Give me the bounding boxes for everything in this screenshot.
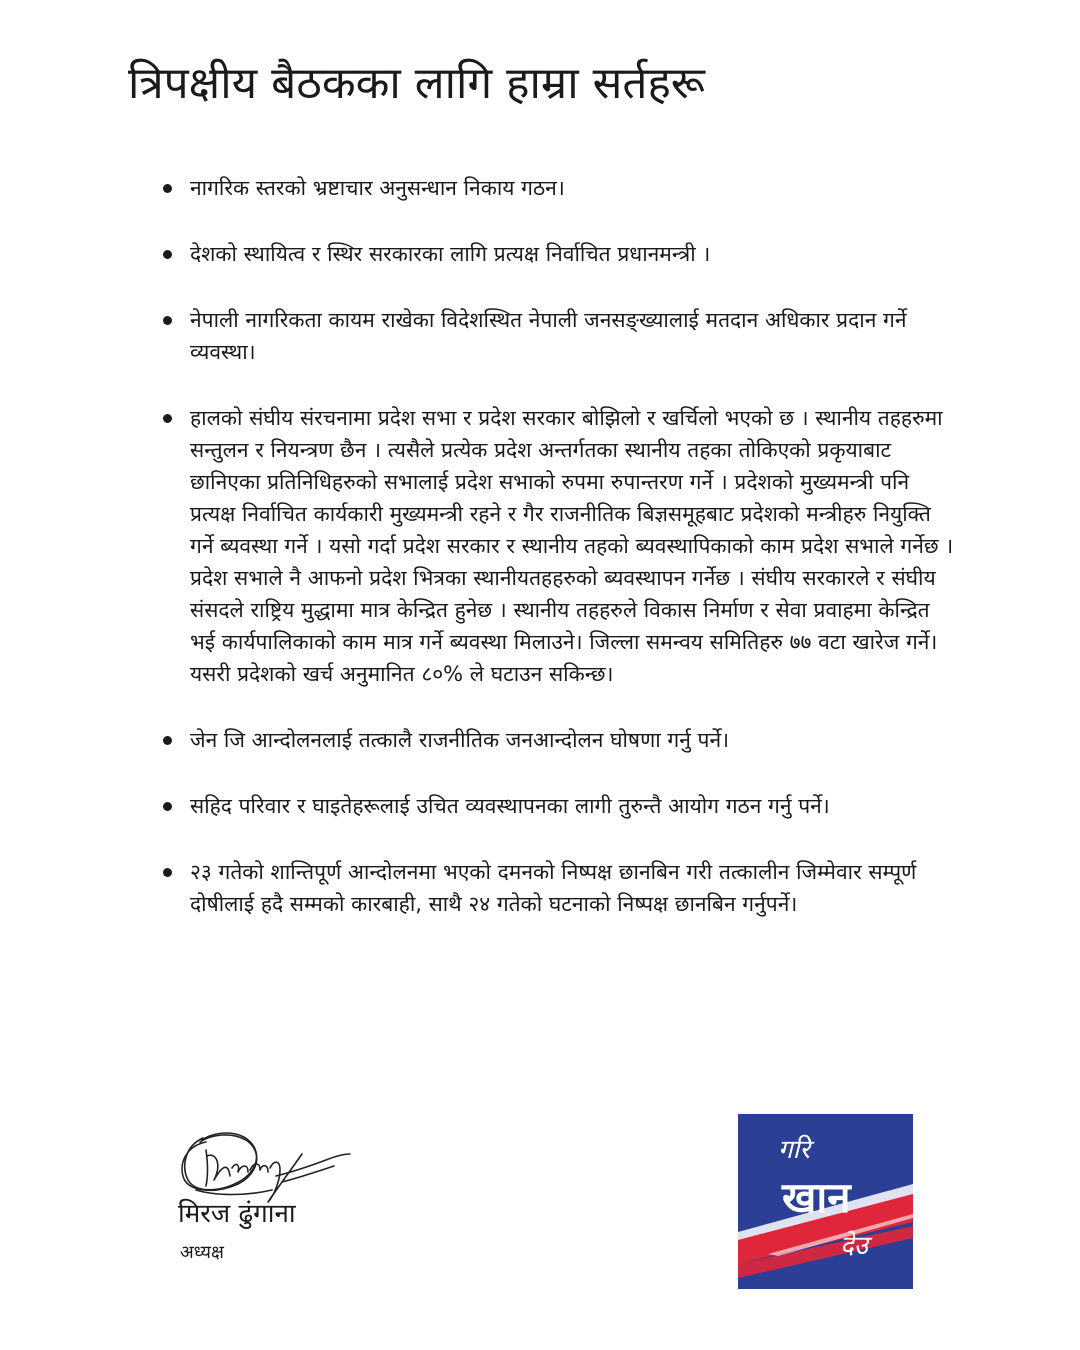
point-text: २३ गतेको शान्तिपूर्ण आन्दोलनमा भएको दमनको निष्पक्ष छानबिन गरी तत्कालीन जिम्मेवार सम्पूर्ण दोषीलाई हदै सम्मको कारबाही, साथै २४ गतेको घटनाको निष्पक्ष छानबिन गर्नुपर्ने।: [190, 860, 917, 916]
signature-scribble: [176, 1124, 352, 1206]
list-item: [160, 238, 960, 270]
signature: [176, 1124, 352, 1206]
logo-text-line2: खान: [782, 1173, 851, 1222]
bullet-icon: [163, 868, 172, 877]
point-text: हालको संघीय संरचनामा प्रदेश सभा र प्रदेश सरकार बोझिलो र खर्चिलो भएको छ । स्थानीय तहहरुमा सन्तुलन र नियन्त्रण छैन । त्यसैले प्रत्येक प्रदेश अन्तर्गतका स्थानीय तहका तोकिएको प्रकृयाबाट छानिएका प्रतिनिधिहरुको सभालाई प्रदेश सभाको रुपमा रुपान्तरण गर्ने । प्रदेशको मुख्यमन्त्री पनि प्रत्यक्ष निर्वाचित कार्यकारी मुख्यमन्त्री रहने र गैर राजनीतिक बिज्ञसमूहबाट प्रदेशको मन्त्रीहरु नियुक्ति गर्ने ब्यवस्था गर्ने । यसो गर्दा प्रदेश सरकार र स्थानीय तहको ब्यवस्थापिकाको काम प्रदेश सभाले गर्नेछ । प्रदेश सभाले नै आफनो प्रदेश भित्रका स्थानीयतहहरुको ब्यवस्थापन गर्नेछ । संघीय सरकारले र संघीय संसदले राष्ट्रिय मुद्धामा मात्र केन्द्रित हुनेछ । स्थानीय तहहरुले विकास निर्माण र सेवा प्रवाहमा केन्द्रित भई कार्यपालिकाको काम मात्र गर्ने ब्यवस्था मिलाउने। जिल्ला समन्वय समितिहरु ७७ वटा खारेज गर्ने। यसरी प्रदेशको खर्च अनुमानित ८०% ले घटाउन सकिन्छ।: [190, 406, 954, 686]
list-item: [160, 790, 960, 822]
list-item: [160, 172, 960, 204]
list-item: [160, 856, 960, 920]
point-text: देशको स्थायित्व र स्थिर सरकारका लागि प्रत्यक्ष निर्वाचित प्रधानमन्त्री ।: [190, 242, 711, 266]
logo-text-line3: देउ: [840, 1231, 869, 1261]
bullet-icon: [163, 736, 172, 745]
point-text: नागरिक स्तरको भ्रष्टाचार अनुसन्धान निकाय गठन।: [190, 176, 565, 200]
list-item: [160, 724, 960, 756]
point-text: जेन जि आन्दोलनलाई तत्कालै राजनीतिक जनआन्दोलन घोषणा गर्नु पर्ने।: [190, 728, 730, 752]
list-item: [160, 402, 960, 690]
logo-text-line1: गरि: [778, 1135, 811, 1165]
bullet-icon: [163, 316, 172, 325]
page-title: त्रिपक्षीय बैठकका लागि हाम्रा सर्तहरू: [128, 58, 705, 109]
list-item: [160, 304, 960, 368]
point-text: नेपाली नागरिकता कायम राखेका विदेशस्थित नेपाली जनसङ्ख्यालाई मतदान अधिकार प्रदान गर्ने व्यवस्था।: [190, 308, 907, 364]
signer-name: मिरज ढुंगाना: [178, 1199, 296, 1229]
bullet-icon: [163, 414, 172, 423]
demands-list: [160, 172, 960, 954]
party-logo: [738, 1114, 913, 1289]
signer-role: अध्यक्ष: [180, 1242, 224, 1263]
point-text: सहिद परिवार र घाइतेहरूलाई उचित व्यवस्थापनका लागी तुरुन्तै आयोग गठन गर्नु पर्ने।: [190, 794, 830, 818]
bullet-icon: [163, 184, 172, 193]
bullet-icon: [163, 250, 172, 259]
bullet-icon: [163, 802, 172, 811]
